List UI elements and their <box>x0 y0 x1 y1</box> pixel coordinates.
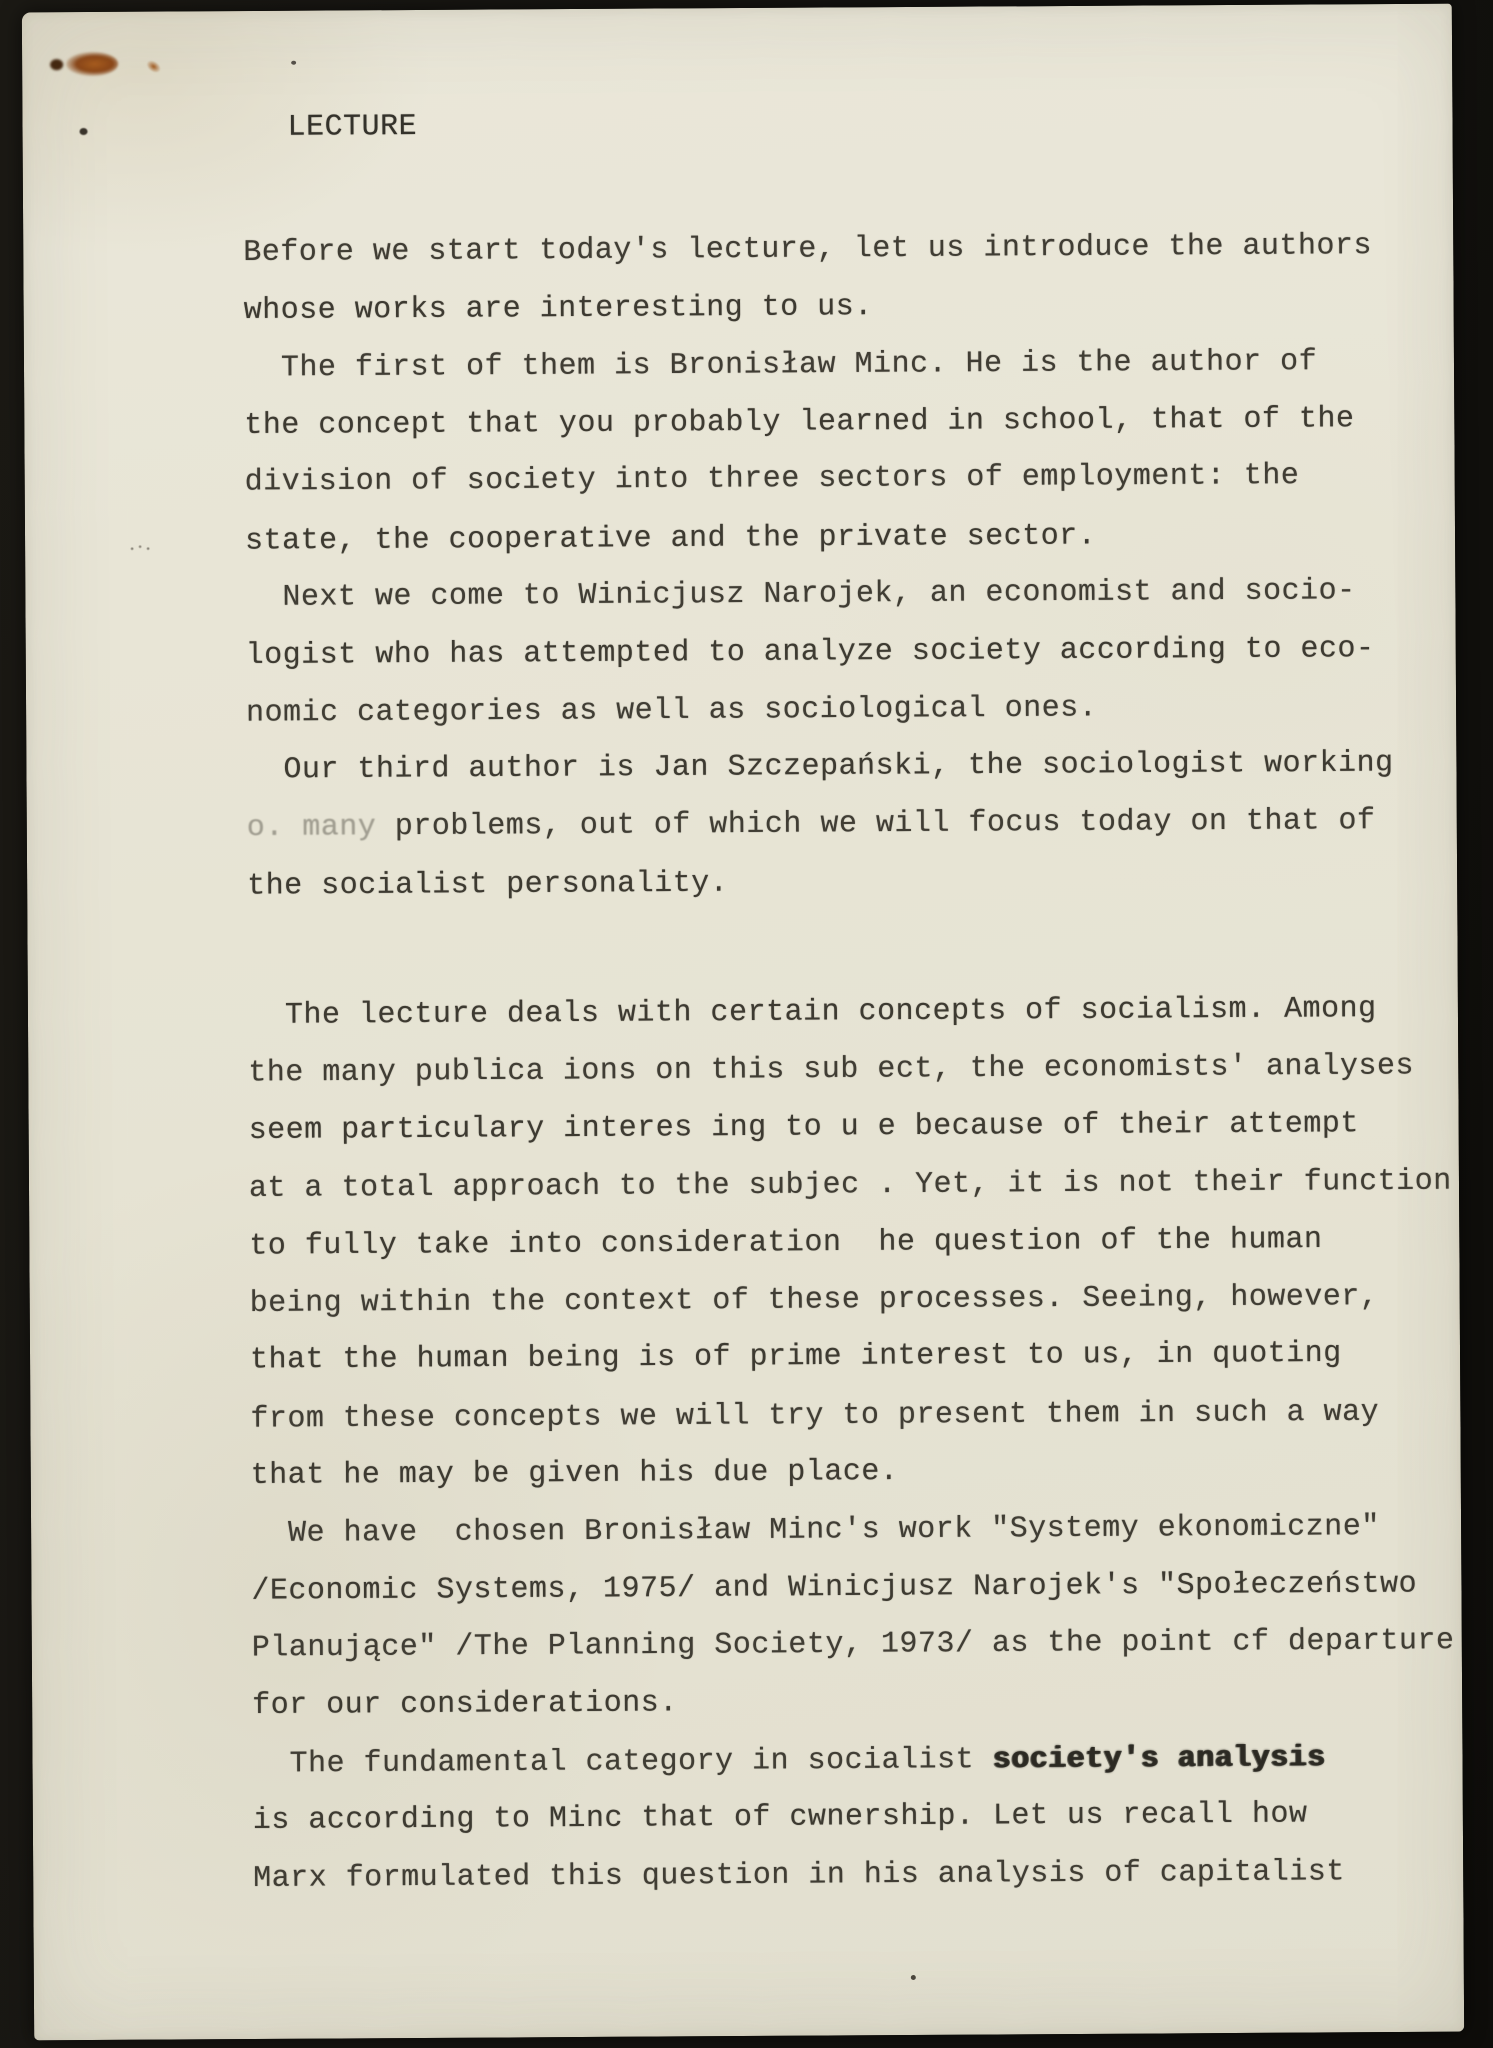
text-segment: The fundamental category in socialist <box>252 1742 993 1782</box>
text-line: to fully take into consideration he question of the human <box>249 1223 1323 1264</box>
text-line: the many publica ions on this sub ect, the economists' analyses <box>248 1048 1415 1091</box>
text-line: the concept that you probably learned in school, that of the <box>244 401 1355 443</box>
text-line: We have chosen Bronisław Minc's work "Systemy ekonomiczne" <box>251 1509 1380 1551</box>
text-line: Planujące" /The Planning Society, 1973/ as the point cf departure <box>251 1623 1455 1666</box>
text-line: The lecture deals with certain concepts of socialism. Among <box>247 992 1377 1034</box>
text-line: being within the context of these processes. Seeing, however, <box>249 1279 1379 1321</box>
margin-dots <box>129 544 151 551</box>
paragraph-gap <box>247 908 1462 988</box>
text-line: for our considerations. <box>252 1686 678 1724</box>
text-line: the socialist personality. <box>247 866 729 904</box>
text-line <box>252 1729 1467 1794</box>
ink-speck <box>291 61 296 65</box>
text-line: Our third author is Jan Szczepański, the sociologist working <box>246 746 1394 788</box>
text-line: whose works are interesting to us. <box>243 289 873 328</box>
rust-stain <box>66 52 118 76</box>
overstruck-text-segment: society's analysis <box>992 1740 1326 1777</box>
document-title: LECTURE <box>287 109 418 145</box>
text-line: Before we start today's lecture, let us introduce the authors <box>243 229 1373 271</box>
text-line: that the human being is of prime interest to us, in quoting <box>249 1336 1342 1378</box>
text-line: The first of them is Bronisław Minc. He is the author of <box>243 345 1318 386</box>
text-segment: problems, out of which we will focus today on that of <box>376 804 1376 845</box>
text-line: seem particulary interes ing to u e because of their attempt <box>248 1107 1359 1149</box>
text-line: Next we come to Winicjusz Narojek, an economist and socio- <box>245 574 1356 616</box>
text-line: state, the cooperative and the private sector. <box>244 518 1097 559</box>
faded-text-segment: o. many <box>246 810 377 846</box>
ink-speck <box>80 128 88 135</box>
document-body <box>243 218 1468 1908</box>
text-line: at a total approach to the subjec . Yet, it is not their function <box>248 1164 1452 1206</box>
text-line: division of society into three sectors of employment: the <box>244 459 1300 500</box>
document-page <box>22 4 1464 2041</box>
text-line: is according to Minc that of cwnership. Let us recall how <box>252 1797 1308 1839</box>
text-line: from these concepts we will try to present them in such a way <box>250 1395 1380 1437</box>
text-line: nomic categories as well as sociological ones. <box>246 691 1098 731</box>
text-line: that he may be given his due place. <box>250 1455 899 1494</box>
text-line: Marx formulated this question in his analysis of capitalist <box>253 1854 1345 1896</box>
rust-speck <box>145 58 163 75</box>
text-line: logist who has attempted to analyze society according to eco- <box>245 631 1375 673</box>
ink-speck <box>911 1975 916 1980</box>
text-line: /Economic Systems, 1975/ and Winicjusz Narojek's "Społeczeństwo <box>251 1567 1418 1609</box>
text-line <box>247 793 1462 858</box>
